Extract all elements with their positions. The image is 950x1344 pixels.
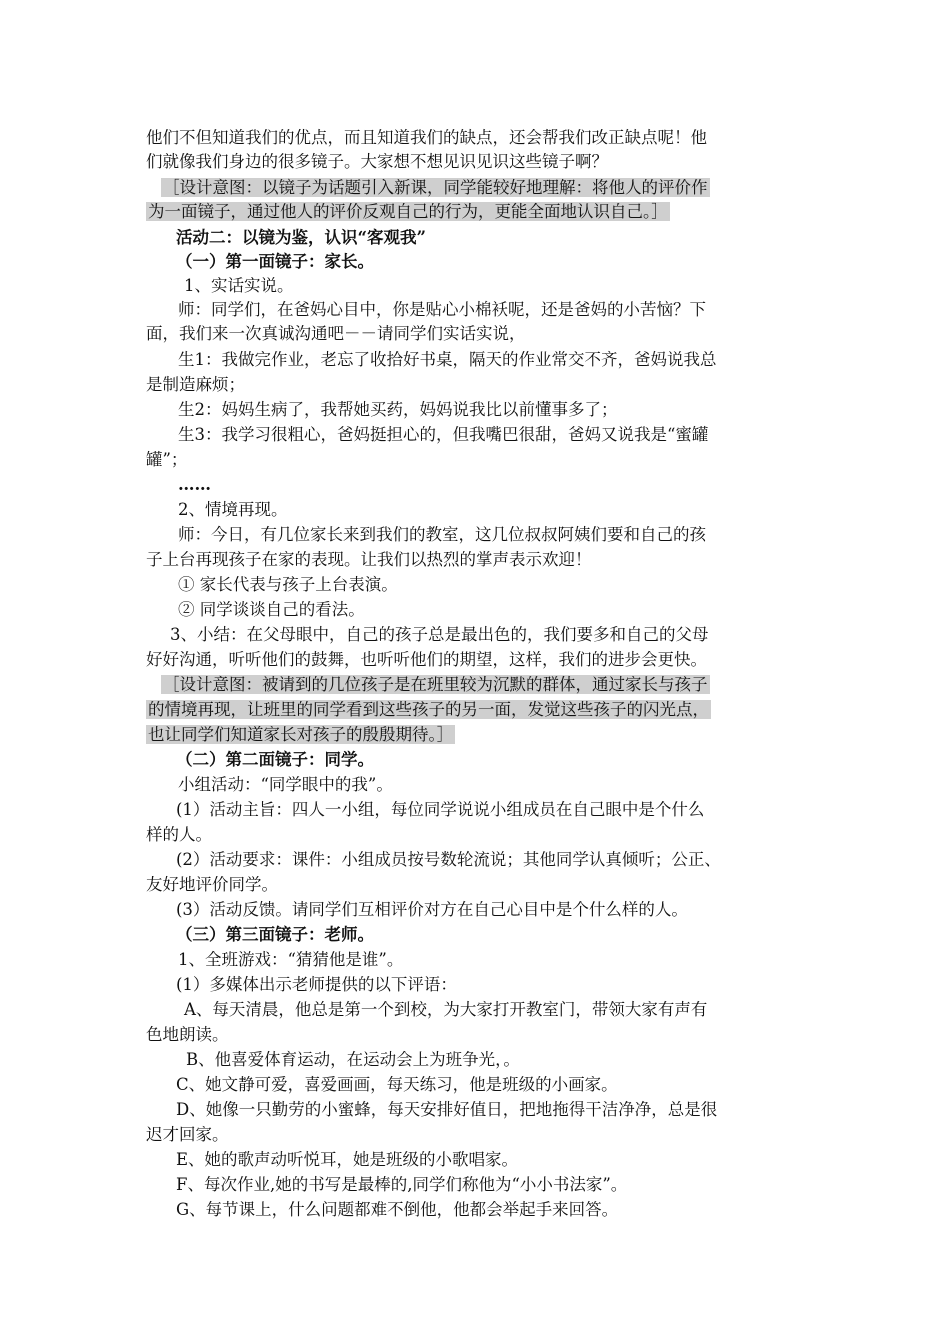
text-line: 他们不但知道我们的优点，而且知道我们的缺点，还会帮我们改正缺点呢！他 [146, 128, 707, 147]
list-item: ① 家长代表与孩子上台表演。 [178, 575, 398, 594]
text-line: 面，我们来一次真诚沟通吧－－请同学们实话实说， [146, 324, 526, 343]
comment-item: G、每节课上，什么问题都难不倒他，他都会举起手来回答。 [176, 1200, 619, 1219]
text-line: (3）活动反馈。请同学们互相评价对方在自己心目中是个什么样的人。 [176, 900, 688, 919]
subsection-heading: （三）第三面镜子：老师。 [176, 925, 374, 944]
text-line: 是制造麻烦； [146, 375, 245, 394]
text-line: 罐”； [146, 450, 188, 469]
comment-item: B、他喜爱体育运动，在运动会上为班争光，。 [186, 1050, 520, 1069]
text-line: 们就像我们身边的很多镜子。大家想不想见识见识这些镜子啊？ [146, 152, 608, 171]
comment-item: D、她像一只勤劳的小蜜蜂，每天安排好值日，把地拖得干洁净净，总是很 [176, 1100, 718, 1119]
text-line: 3、小结：在父母眼中，自己的孩子总是最出色的，我们要多和自己的父母 [170, 625, 709, 644]
text-line: 生3：我学习很粗心，爸妈挺担心的，但我嘴巴很甜，爸妈又说我是“蜜罐 [178, 425, 709, 444]
text-line: (2）活动要求：课件：小组成员按号数轮流说；其他同学认真倾听；公正、 [176, 850, 721, 869]
comment-item: A、每天清晨，他总是第一个到校，为大家打开教室门，带领大家有声有 [184, 1000, 708, 1019]
comment-item: F、每次作业,她的书写是最棒的,同学们称他为“小小书法家”。 [176, 1175, 628, 1194]
design-intent-note: 也让同学们知道家长对孩子的殷殷期待。］ [148, 725, 454, 744]
comment-item: 色地朗读。 [146, 1025, 229, 1044]
design-intent-note: 为一面镜子，通过他人的评价反观自己的行为，更能全面地认识自己。］ [148, 202, 668, 221]
text-line: 1、全班游戏：“猜猜他是谁”。 [178, 950, 404, 969]
subsection-heading: （一）第一面镜子：家长。 [176, 252, 374, 271]
text-line: 样的人。 [146, 825, 212, 844]
text-line: 生2：妈妈生病了，我帮她买药，妈妈说我比以前懂事多了； [178, 400, 618, 419]
text-line: 师：今日，有几位家长来到我们的教室，这几位叔叔阿姨们要和自己的孩 [178, 525, 706, 544]
design-intent-note: ［设计意图：被请到的几位孩子是在班里较为沉默的群体，通过家长与孩子 [163, 675, 708, 694]
text-line: 生1：我做完作业，老忘了收拾好书桌，隔天的作业常交不齐，爸妈说我总 [178, 350, 717, 369]
text-line: (1）多媒体出示老师提供的以下评语： [176, 975, 457, 994]
text-line: 师：同学们，在爸妈心目中，你是贴心小棉袄呢，还是爸妈的小苦恼？下 [178, 300, 706, 319]
comment-item: E、她的歌声动听悦耳，她是班级的小歌唱家。 [176, 1150, 519, 1169]
text-line: 子上台再现孩子在家的表现。让我们以热烈的掌声表示欢迎！ [146, 550, 592, 569]
text-line: 1、实话实说。 [184, 276, 294, 295]
text-line: 2、情境再现。 [178, 500, 288, 519]
comment-item: C、她文静可爱，喜爱画画，每天练习，他是班级的小画家。 [176, 1075, 618, 1094]
text-line: 小组活动：“同学眼中的我”。 [178, 775, 393, 794]
section-heading: 活动二：以镜为鉴，认识“客观我” [176, 228, 426, 247]
design-intent-note: 的情境再现，让班里的同学看到这些孩子的另一面，发觉这些孩子的闪光点， [148, 700, 709, 719]
text-line: 好好沟通，听听他们的鼓舞，也听听他们的期望，这样，我们的进步会更快。 [146, 650, 707, 669]
text-line: (1）活动主旨：四人一小组，每位同学说说小组成员在自己眼中是个什么 [176, 800, 705, 819]
list-item: ② 同学谈谈自己的看法。 [178, 600, 365, 619]
comment-item: 迟才回家。 [146, 1125, 229, 1144]
text-line: 友好地评价同学。 [146, 875, 278, 894]
subsection-heading: （二）第二面镜子：同学。 [176, 750, 374, 769]
design-intent-note: ［设计意图：以镜子为话题引入新课，同学能较好地理解：将他人的评价作 [163, 178, 708, 197]
ellipsis-line: …… [178, 475, 211, 494]
